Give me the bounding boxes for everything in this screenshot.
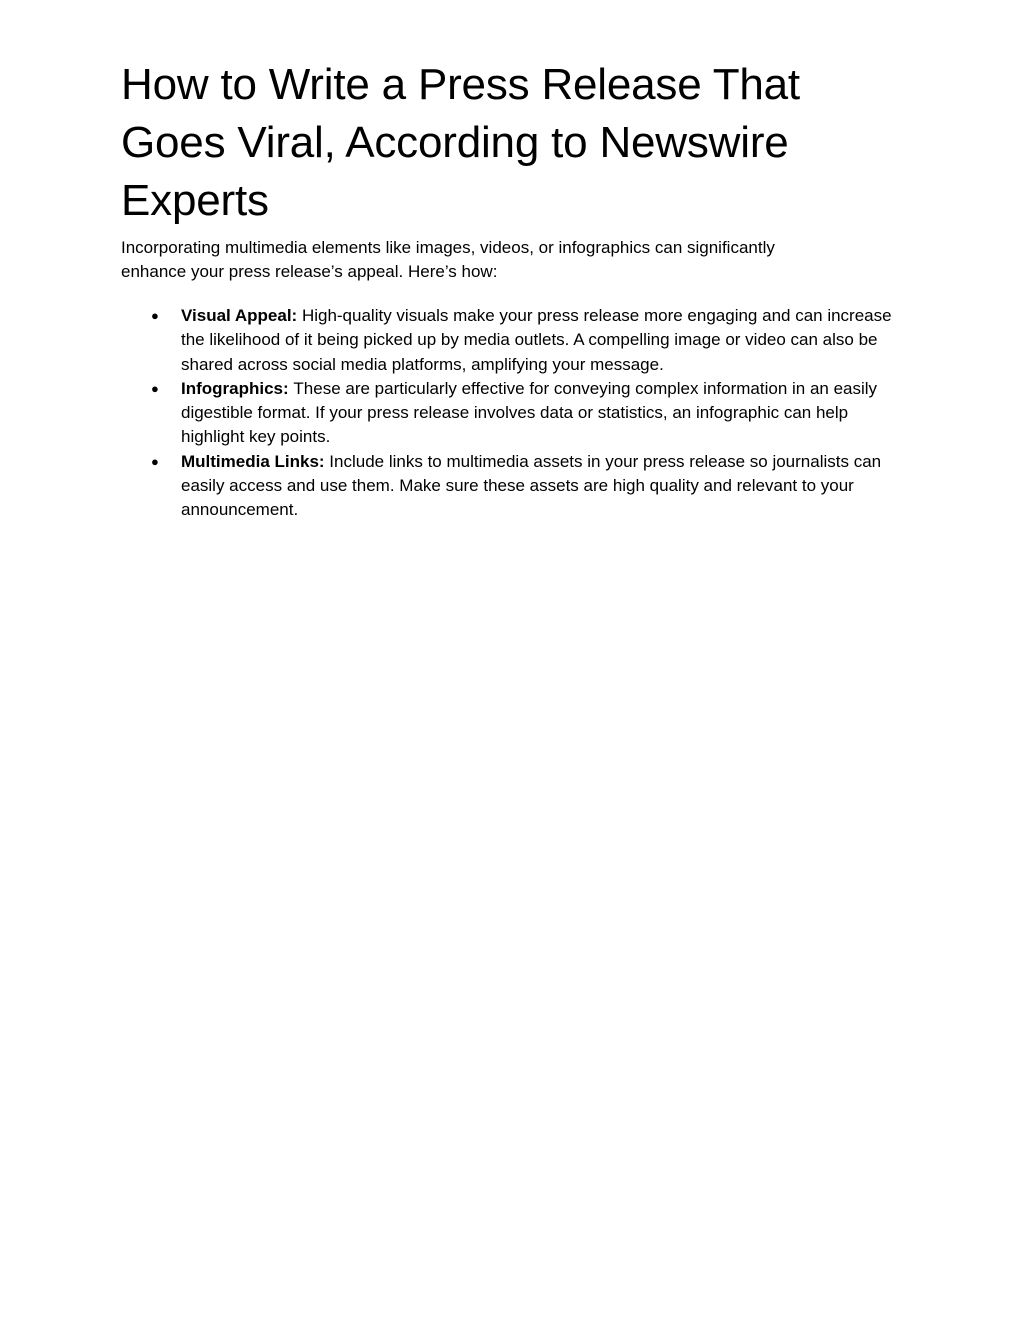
bullet-term: Visual Appeal: bbox=[181, 306, 302, 325]
bullet-text: Include links to multimedia assets in your press release so journalists can easily access and use them. Make sure these assets are high quality and relevant to your announcement. bbox=[181, 451, 882, 520]
bullet-list bbox=[121, 304, 911, 523]
page-title: How to Write a Press Release That Goes Viral, According to Newswire Experts bbox=[121, 60, 800, 225]
list-item bbox=[121, 450, 911, 523]
list-item bbox=[121, 377, 911, 450]
bullet-icon: ● bbox=[151, 453, 159, 469]
bullet-text: High-quality visuals make your press release more engaging and can increase the likelihood of it being picked up by media outlets. A compelling image or video can also be shared across social media platforms, amplifying your message. bbox=[181, 306, 892, 374]
bullet-text: These are particularly effective for conveying complex information in an easily digestible format. If your press release involves data or statistics, an infographic can help highlight key points. bbox=[181, 378, 878, 447]
bullet-term: Multimedia Links: bbox=[181, 451, 330, 471]
bullet-term: Infographics: bbox=[181, 378, 294, 398]
list-item bbox=[121, 304, 911, 377]
document-page bbox=[121, 56, 911, 523]
bullet-icon: ● bbox=[151, 380, 159, 396]
bullet-icon: ● bbox=[151, 308, 159, 323]
intro-paragraph: Incorporating multimedia elements like images, videos, or infographics can significantly enhance your press release’s appeal. Here’s how: bbox=[121, 238, 775, 281]
